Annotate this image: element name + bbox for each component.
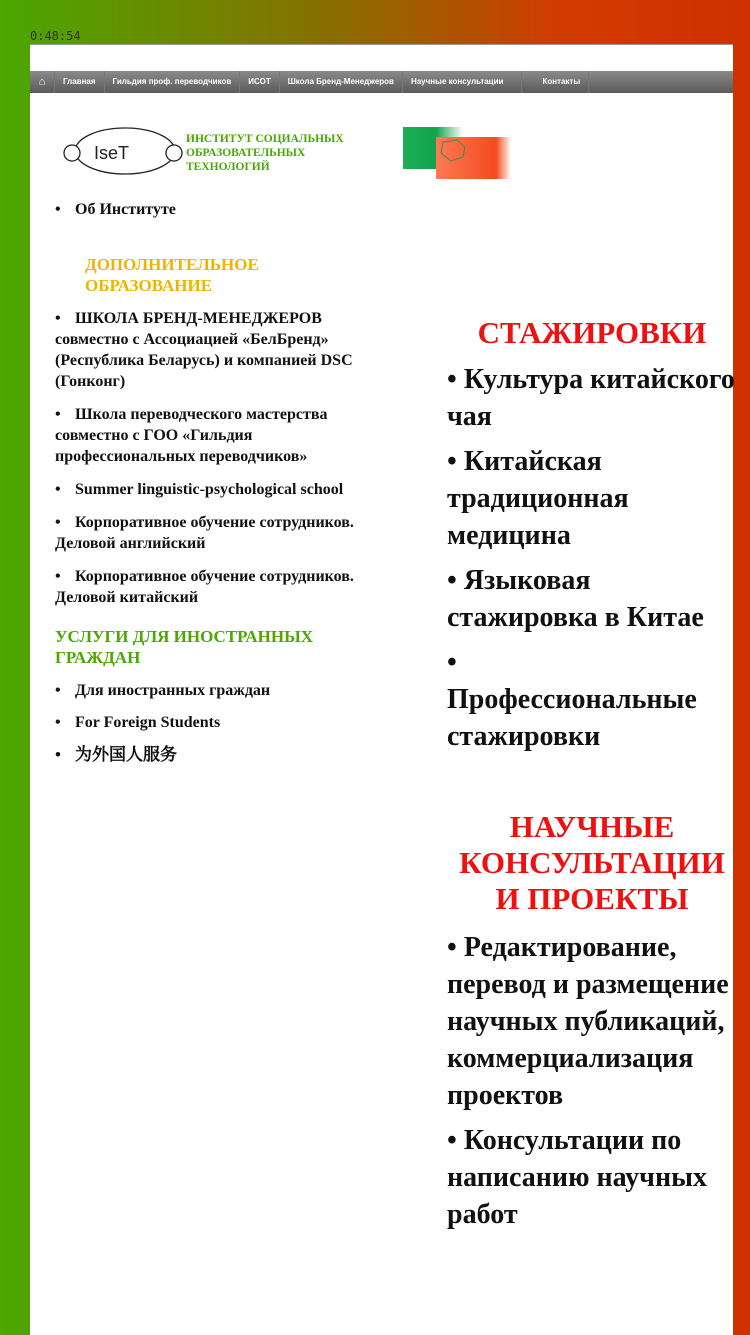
consultations-title: НАУЧНЫЕ КОНСУЛЬТАЦИИ И ПРОЕКТЫ xyxy=(459,809,725,916)
publications-link[interactable]: • Редактирование, перевод и размещение научных публикаций, коммерциализация проектов xyxy=(447,932,729,1111)
summer-school-link[interactable]: • Summer linguistic-psychological school xyxy=(55,481,344,498)
background-gradient xyxy=(0,0,750,44)
bullet: • xyxy=(447,446,457,477)
internship-medicine-link[interactable]: • Китайская традиционная медицина xyxy=(447,446,629,551)
bullet: • xyxy=(55,745,61,764)
bullet: • xyxy=(447,647,457,678)
additional-education-title: ДОПОЛНИТЕЛЬНОЕ ОБРАЗОВАНИЕ xyxy=(85,255,259,295)
brand-managers-link[interactable]: • ШКОЛА БРЕНД-МЕНЕДЖЕРОВ совместно с Ассоциацией «БелБренд» (Республика Беларусь) и компанией DSC (Гонконг) xyxy=(55,310,353,390)
translation-school-link[interactable]: • Школа переводческого мастерства совместно с ГОО «Гильдия профессиональных переводчиков» xyxy=(55,406,328,465)
bullet: • xyxy=(55,310,61,327)
logo-brand: IseT xyxy=(94,143,130,163)
nav-isot[interactable]: ИСОТ xyxy=(240,71,279,93)
business-chinese-link[interactable]: • Корпоративное обучение сотрудников. Деловой китайский xyxy=(55,568,354,606)
bullet: • xyxy=(447,932,457,963)
left-column xyxy=(55,195,395,765)
bullet: • xyxy=(55,481,61,498)
bullet: • xyxy=(55,201,61,218)
nav-brand-school[interactable]: Школа Бренд-Менеджеров xyxy=(280,71,403,93)
nav-contacts[interactable]: Контакты xyxy=(522,71,589,93)
nav-guild[interactable]: Гильдия проф. переводчиков xyxy=(105,71,241,93)
about-link[interactable]: • Об Институте xyxy=(55,201,176,218)
bullet: • xyxy=(55,406,61,423)
top-navigation xyxy=(30,71,733,93)
bullet: • xyxy=(55,714,61,731)
belarus-flag-image xyxy=(403,127,511,179)
nav-home[interactable]: Главная xyxy=(55,71,105,93)
business-english-link[interactable]: • Корпоративное обучение сотрудников. Деловой английский xyxy=(55,514,354,552)
nav-consultations[interactable]: Научные консультации xyxy=(403,71,522,93)
page-container xyxy=(30,44,733,1335)
bullet: • xyxy=(55,568,61,585)
clock-text: 0:48:54 xyxy=(30,29,81,43)
internships-title: СТАЖИРОВКИ xyxy=(477,315,707,350)
foreign-services-title: УСЛУГИ ДЛЯ ИНОСТРАННЫХ ГРАЖДАН xyxy=(55,627,314,667)
bullet: • xyxy=(55,682,61,699)
scientific-writing-link[interactable]: • Консультации по написанию научных работ xyxy=(447,1125,707,1230)
internship-tea-link[interactable]: • Культура китайского чая xyxy=(447,364,735,432)
bullet: • xyxy=(447,565,457,596)
internship-professional-link[interactable]: • Профессиональные стажировки xyxy=(447,644,747,755)
bullet: • xyxy=(447,364,457,395)
bullet: • xyxy=(447,1125,457,1156)
institute-name: ИНСТИТУТ СОЦИАЛЬНЫХ ОБРАЗОВАТЕЛЬНЫХ ТЕХНОЛОГИЙ xyxy=(186,133,344,173)
right-column xyxy=(447,315,737,1233)
home-icon[interactable]: ⌂ xyxy=(30,71,55,93)
foreign-students-link[interactable]: • For Foreign Students xyxy=(55,714,221,731)
chinese-services-link[interactable]: • 为外国人服务 xyxy=(55,745,177,764)
foreign-citizens-link[interactable]: • Для иностранных граждан xyxy=(55,682,271,699)
internship-language-link[interactable]: • Языковая стажировка в Китае xyxy=(447,565,704,633)
bullet: • xyxy=(55,514,61,531)
iset-logo[interactable] xyxy=(63,127,183,175)
